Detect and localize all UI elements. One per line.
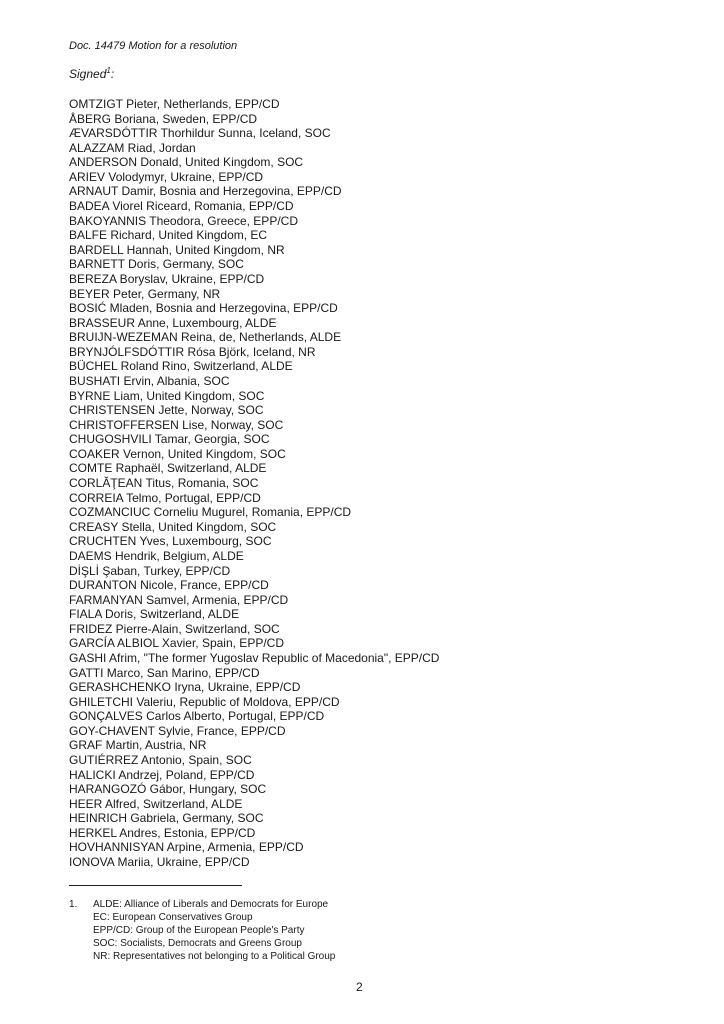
signed-heading bbox=[69, 67, 114, 81]
signatory-item: CRUCHTEN Yves, Luxembourg, SOC bbox=[69, 534, 272, 549]
signatory-item: ARIEV Volodymyr, Ukraine, EPP/CD bbox=[69, 169, 264, 184]
signatory-item: GUTIÉRREZ Antonio, Spain, SOC bbox=[69, 753, 252, 768]
signatory-item: BÜCHEL Roland Rino, Switzerland, ALDE bbox=[69, 359, 293, 374]
footnote-marker: 1 bbox=[106, 66, 111, 75]
footnote-definitions bbox=[93, 898, 335, 963]
signatory-item: CHRISTOFFERSEN Lise, Norway, SOC bbox=[69, 417, 284, 432]
signatory-item: ALAZZAM Riad, Jordan bbox=[69, 140, 196, 155]
document-reference: Doc. 14479 Motion for a resolution bbox=[69, 40, 238, 52]
signatory-item: FARMANYAN Samvel, Armenia, EPP/CD bbox=[69, 592, 289, 607]
signatory-item: FIALA Doris, Switzerland, ALDE bbox=[69, 607, 240, 622]
footnote-number: 1. bbox=[69, 899, 78, 910]
signatory-item: GERASHCHENKO Iryna, Ukraine, EPP/CD bbox=[69, 680, 301, 695]
signatory-item: ANDERSON Donald, United Kingdom, SOC bbox=[69, 155, 304, 170]
signatory-item: GOY-CHAVENT Sylvie, France, EPP/CD bbox=[69, 723, 286, 738]
signatory-item: BRASSEUR Anne, Luxembourg, ALDE bbox=[69, 315, 277, 330]
signed-label: Signed bbox=[69, 67, 107, 81]
signatory-item: BARNETT Doris, Germany, SOC bbox=[69, 257, 244, 272]
footnote bbox=[69, 898, 335, 963]
footnote-definition-line: NR: Representatives not belonging to a Political Group bbox=[93, 951, 336, 962]
signatory-item: BAKOYANNIS Theodora, Greece, EPP/CD bbox=[69, 213, 298, 228]
signatory-item: BEREZA Boryslav, Ukraine, EPP/CD bbox=[69, 271, 265, 286]
signatory-item: GRAF Martin, Austria, NR bbox=[69, 738, 207, 753]
signatory-item: HOVHANNISYAN Arpine, Armenia, EPP/CD bbox=[69, 840, 304, 855]
signatory-item: DURANTON Nicole, France, EPP/CD bbox=[69, 578, 269, 593]
signatory-item: GONÇALVES Carlos Alberto, Portugal, EPP/CD bbox=[69, 709, 325, 724]
signatory-list bbox=[69, 97, 439, 870]
signatory-item: BEYER Peter, Germany, NR bbox=[69, 286, 221, 301]
signatory-item: DAEMS Hendrik, Belgium, ALDE bbox=[69, 548, 244, 563]
signatory-item: HEER Alfred, Switzerland, ALDE bbox=[69, 796, 243, 811]
signatory-item: BUSHATI Ervin, Albania, SOC bbox=[69, 373, 230, 388]
signatory-item: FRIDEZ Pierre-Alain, Switzerland, SOC bbox=[69, 621, 280, 636]
signatory-item: ÆVARSDÓTTIR Thorhildur Sunna, Iceland, SOC bbox=[69, 126, 331, 141]
signatory-item: IONOVA Mariia, Ukraine, EPP/CD bbox=[69, 855, 250, 870]
signatory-item: HEINRICH Gabriela, Germany, SOC bbox=[69, 811, 264, 826]
footnote-definition-line: SOC: Socialists, Democrats and Greens Group bbox=[93, 938, 302, 949]
signatory-item: COMTE Raphaël, Switzerland, ALDE bbox=[69, 461, 267, 476]
signatory-item: BOSIĆ Mladen, Bosnia and Herzegovina, EPP/CD bbox=[69, 301, 338, 316]
signatory-item: ÅBERG Boriana, Sweden, EPP/CD bbox=[69, 111, 258, 126]
signatory-item: HALICKI Andrzej, Poland, EPP/CD bbox=[69, 767, 255, 782]
page-number: 2 bbox=[356, 980, 363, 994]
signatory-item: CHRISTENSEN Jette, Norway, SOC bbox=[69, 403, 264, 418]
signatory-item: DİŞLİ Şaban, Turkey, EPP/CD bbox=[69, 563, 231, 578]
signatory-item: GASHI Afrim, "The former Yugoslav Republic of Macedonia", EPP/CD bbox=[69, 650, 440, 665]
signatory-item: HERKEL Andres, Estonia, EPP/CD bbox=[69, 825, 256, 840]
signatory-item: CORLĂŢEAN Titus, Romania, SOC bbox=[69, 476, 259, 491]
footnote-definition-line: ALDE: Alliance of Liberals and Democrats for Europe bbox=[93, 899, 329, 910]
signatory-item: GATTI Marco, San Marino, EPP/CD bbox=[69, 665, 260, 680]
footnote-definition-line: EPP/CD: Group of the European People's Party bbox=[93, 925, 305, 936]
signatory-item: GARCÍA ALBIOL Xavier, Spain, EPP/CD bbox=[69, 636, 284, 651]
signatory-item: CREASY Stella, United Kingdom, SOC bbox=[69, 519, 277, 534]
signatory-item: OMTZIGT Pieter, Netherlands, EPP/CD bbox=[69, 97, 280, 111]
signatory-item: BYRNE Liam, United Kingdom, SOC bbox=[69, 388, 265, 403]
signatory-item: BRUIJN-WEZEMAN Reina, de, Netherlands, ALDE bbox=[69, 330, 342, 345]
signatory-item: BADEA Viorel Riceard, Romania, EPP/CD bbox=[69, 199, 294, 214]
signatory-item: CHUGOSHVILI Tamar, Georgia, SOC bbox=[69, 432, 270, 447]
signatory-item: GHILETCHI Valeriu, Republic of Moldova, EPP/CD bbox=[69, 694, 340, 709]
signatory-item: ARNAUT Damir, Bosnia and Herzegovina, EPP/CD bbox=[69, 184, 342, 199]
signatory-item: BALFE Richard, United Kingdom, EC bbox=[69, 228, 268, 243]
signatory-item: CORREIA Telmo, Portugal, EPP/CD bbox=[69, 490, 261, 505]
signatory-item: BRYNJÓLFSDÓTTIR Rósa Björk, Iceland, NR bbox=[69, 344, 316, 359]
signed-colon: : bbox=[110, 67, 115, 81]
signatory-item: COAKER Vernon, United Kingdom, SOC bbox=[69, 446, 286, 461]
signatory-item: HARANGOZÓ Gábor, Hungary, SOC bbox=[69, 782, 267, 797]
signatory-item: COZMANCIUC Corneliu Mugurel, Romania, EPP/CD bbox=[69, 505, 352, 520]
signatory-item: BARDELL Hannah, United Kingdom, NR bbox=[69, 242, 285, 257]
footnote-divider bbox=[69, 885, 242, 886]
footnote-definition-line: EC: European Conservatives Group bbox=[93, 912, 253, 923]
